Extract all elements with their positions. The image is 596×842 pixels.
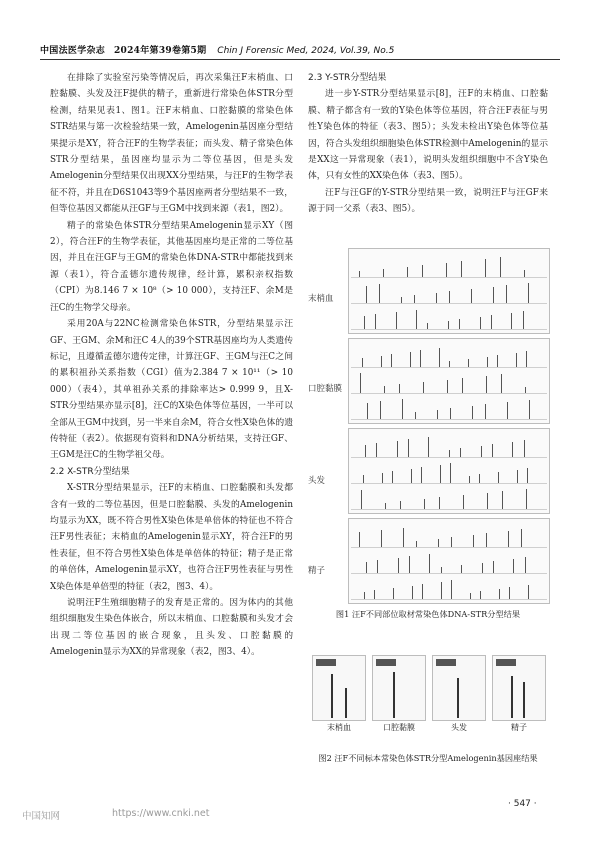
trace-peak [429,554,430,573]
trace-peak [420,350,421,367]
trace-peak [470,593,471,599]
trace-lane [351,369,547,394]
peak [457,678,459,718]
trace-lane [351,279,547,304]
trace-peak [447,380,448,393]
row-label-sperm: 精子 [308,566,326,576]
trace-peak [528,283,529,303]
paragraph: X-STR分型结果显示，汪F的末梢血、口腔黏膜和头发都含有一致的二等位基因，但是口腔黏膜、头发的Amelogenin均显示为XX，既不符合男性X染色体是单倍体的特征也不符合汪F男性表征；末梢血的Amelogenin显示XY，符合汪F的男性表征，但不符合男性X染色体是单倍体的特征；精子是正常的单倍体，Amelogenin显示XY，也符合汪F男性表征与男性X染色体是单倍型的特征（表2，图3、4）。 [50,483,293,592]
trace-peak [482,563,483,573]
panel-label: 精子 [511,723,527,732]
trace-lane [351,523,547,548]
paragraph: 采用20A与22NC检测常染色体STR，分型结果显示汪GF、王GM、余M和汪C 4人的39个STR基因座均为人类遗传标记，且遵循孟德尔遗传定律，计算汪GF、王GM与汪C之间的累积祖孙关系指数（CGI）值为2.384 7 × 10¹¹（> 10 000）（表4），其单祖孙关系的排除率达> 0.999 9，且X-STR分型结果亦显示[8]，汪C的X染色体等位基因，一半可以全部从王GM中找到，另一半来自余M，符合女性X染色体的遗传特征（表2）。依据现有资料和DNA分析结果，支持汪GF、王GM是汪C的生物学祖父母。 [50,319,293,461]
trace-peak [449,450,450,457]
trace-peak [499,589,500,599]
trace-peak [408,439,409,457]
paragraph: 精子的常染色体STR分型结果Amelogenin显示XY（图2），符合汪F的生物学表征，其他基因座均是正常的二等位基因，并且在汪GF与王GM的常染色体DNA-STR中都能找到来源（表1），符合孟德尔遗传规律，经计算，累积亲权指数（CPI）为8.146 7 × 10⁸（> 10 000），支持汪F、余M是汪C的生物学父母亲。 [50,220,293,313]
trace-peak [523,311,524,329]
trace-peak [360,373,361,393]
trace-peak [438,539,439,547]
trace-peak [473,535,474,547]
page-number: · 547 · [508,799,537,809]
trace-peak [511,313,512,329]
electropherogram-panel-sperm [348,518,550,604]
trace-peak [524,270,525,277]
trace-peak [486,376,487,393]
row-label-buccal: 口腔黏膜 [308,384,343,394]
trace-peak [497,355,498,367]
trace-peak [382,473,383,483]
running-header [40,43,560,57]
trace-peak [481,446,482,457]
trace-peak [525,557,526,573]
trace-peak [507,402,508,419]
trace-peak [422,584,423,599]
trace-peak [402,399,403,419]
paragraph: 在排除了实验室污染等情况后，再次采集汪F末梢血、口腔黏膜、头发及汪F提供的精子，重新进行常染色体STR分型检测，结果见表1、图1。汪F末梢血、口腔黏膜的常染色体STR结果与第一次检验结果一致，Amelogenin基因座分型结果提示是XY，符合汪F的生物学表征；而头发、精子常染色体STR分型结果，虽因座均显示为二等位基因，但是头发Amelogenin分型结果仅出现XX分型结果，与汪F的生物学表征不符，并且在D6S1043等9个基因座两者分型结果不一致，但等位基因又都能从汪GF与王GM中找到来源（表1，图2）。 [50,73,293,215]
trace-peak [366,286,367,303]
trace-peak [487,493,488,509]
trace-peak [469,476,470,483]
trace-peak [361,490,362,509]
trace-peak [517,470,518,483]
paragraph: 进一步Y-STR分型结果显示[8]，汪F的末梢血、口腔黏膜、精子都含有一致的Y染色体等位基因，符合汪F表征与男性Y染色体的特征（表3、图5）；头发未检出Y染色体等位基因，符合头发组织细胞染色体STR检测中Amelogenin的显示是XX这一异常现象（表1），说明头发组织细胞中不含Y染色体，只有女性的XX染色体（表3、图5）。 [308,89,548,182]
trace-peak [449,291,450,303]
figure-1 [308,248,548,622]
trace-lane [351,395,547,420]
trace-peak [410,352,411,367]
trace-peak [376,443,377,457]
trace-peak [462,378,463,393]
electropherogram-panel-buccal [348,338,550,424]
trace-peak [492,444,493,457]
trace-peak [377,560,378,573]
figure-2-caption: 图2 汪F不同标本常染色体STR分型Amelogenin基因座结果 [318,753,538,763]
trace-peak [414,295,415,303]
left-column [50,70,293,661]
journal-title-en: Chin J Forensic Med, 2024, Vol.39, No.5 [217,46,395,56]
trace-peak [493,561,494,573]
trace-peak [398,558,399,573]
trace-peak [383,269,384,277]
trace-peak [412,586,413,599]
trace-peak [524,440,525,457]
watermark-url: https://www.cnki.net [112,808,210,819]
trace-peak [436,293,437,303]
trace-peak [526,351,527,367]
amelogenin-panel-blood [312,655,366,732]
allele-tag [316,659,336,666]
trace-peak [421,467,422,483]
trace-peak [493,287,494,303]
trace-peak [463,495,464,509]
trace-peak [491,315,492,329]
trace-peak [480,591,481,599]
trace-peak [486,533,487,547]
trace-peak [441,567,442,573]
trace-peak [529,400,530,419]
trace-peak [379,284,380,303]
trace-peak [437,410,438,419]
trace-peak [422,265,423,277]
peak [523,682,525,718]
trace-peak [498,472,499,483]
trace-peak [428,437,429,457]
trace-peak [449,361,450,367]
trace-peak [366,562,367,573]
amelogenin-panel-buccal [372,655,426,732]
trace-peak [364,592,365,599]
trace-peak [424,499,425,509]
right-column [308,70,548,218]
trace-peak [450,463,451,483]
row-label-hair: 头发 [308,476,326,486]
trace-peak [471,289,472,303]
header-rule [40,59,560,60]
trace-peak [516,353,517,367]
peak [331,674,333,718]
trace-peak [363,475,364,483]
trace-peak [439,348,440,367]
trace-peak [487,357,488,367]
trace-peak [461,261,462,277]
trace-peak [512,442,513,457]
trace-peak [374,590,375,599]
figure-2 [308,655,548,733]
panel-label: 头发 [451,723,467,732]
section-heading-2-3: 2.3 Y-STR分型结果 [308,73,387,83]
trace-lane [351,343,547,368]
trace-peak [468,359,469,367]
trace-peak [525,387,526,393]
peak [345,688,347,718]
trace-peak [528,585,529,599]
trace-peak [359,532,360,547]
panel-label: 末梢血 [327,723,351,732]
trace-peak [381,530,382,547]
trace-peak [375,314,376,329]
trace-peak [415,412,416,419]
trace-peak [485,404,486,419]
paragraph: 汪F与汪GF的Y-STR分型结果一致，说明汪F与汪GF来源于同一父系（表3、图5）。 [308,187,548,215]
trace-peak [403,528,404,547]
allele-tag [496,659,516,666]
trace-peak [526,489,527,509]
allele-tag [376,659,396,666]
journal-title-cn: 中国法医学杂志 [40,46,106,56]
trace-peak [392,471,393,483]
trace-peak [399,384,400,393]
trace-peak [396,312,397,329]
trace-peak [362,358,363,367]
trace-lane [351,485,547,510]
issue-cn: 2024年第39卷第5期 [113,46,207,56]
peak [511,676,513,718]
trace-peak [416,310,417,329]
trace-peak [479,474,480,483]
peak [393,672,395,718]
amelogenin-panel-sperm [492,655,546,732]
trace-peak [393,588,394,599]
trace-lane [351,305,547,330]
trace-peak [384,386,385,393]
paragraph: 说明汪F生殖细胞精子的发育是正常的。因为体内的其他组织细胞发生染色体嵌合，所以末梢血、口腔黏膜和头发才会出现二等位基因的嵌合现象，且头发、口腔黏膜的Amelogenin显示为XX的异常现象（表2，图3、4）。 [50,598,293,658]
trace-peak [501,374,502,393]
trace-peak [391,354,392,367]
trace-peak [451,580,452,599]
trace-peak [513,559,514,573]
trace-peak [509,587,510,599]
trace-peak [367,403,368,419]
trace-peak [451,537,452,547]
electropherogram-panel-hair [348,428,550,514]
trace-peak [521,529,522,547]
trace-peak [364,316,365,329]
trace-peak [450,408,451,419]
electropherogram-panel-blood [348,248,550,334]
trace-peak [472,406,473,419]
row-label-blood: 末梢血 [308,294,334,304]
trace-lane [351,575,547,600]
trace-peak [500,257,501,277]
figure-1-caption: 图1 汪F不同部位取材常染色体DNA-STR分型结果 [335,609,521,619]
trace-peak [439,497,440,509]
trace-peak [508,531,509,547]
trace-peak [359,271,360,277]
amelogenin-panel-hair [432,655,486,732]
allele-tag [436,659,456,666]
trace-peak [401,297,402,303]
trace-peak [446,263,447,277]
trace-peak [527,468,528,483]
trace-lane [351,253,547,278]
trace-lane [351,549,547,574]
trace-peak [502,491,503,509]
trace-lane [351,459,547,484]
trace-lane [351,433,547,458]
trace-peak [480,317,481,329]
trace-peak [411,469,412,483]
panel-label: 口腔黏膜 [383,723,415,732]
trace-peak [506,285,507,303]
trace-peak [416,541,417,547]
trace-peak [459,319,460,329]
trace-peak [365,445,366,457]
trace-peak [380,401,381,419]
trace-peak [407,267,408,277]
trace-peak [381,356,382,367]
trace-peak [385,503,386,509]
trace-peak [448,321,449,329]
trace-peak [485,259,486,277]
trace-peak [409,556,410,573]
section-heading-2-2: 2.2 X-STR分型结果 [50,466,130,477]
trace-peak [423,382,424,393]
trace-peak [461,565,462,573]
watermark-cnki: 中国知网 [22,811,61,822]
trace-peak [441,582,442,599]
trace-peak [397,441,398,457]
trace-peak [440,465,441,483]
trace-peak [427,323,428,329]
trace-peak [460,448,461,457]
trace-peak [400,501,401,509]
